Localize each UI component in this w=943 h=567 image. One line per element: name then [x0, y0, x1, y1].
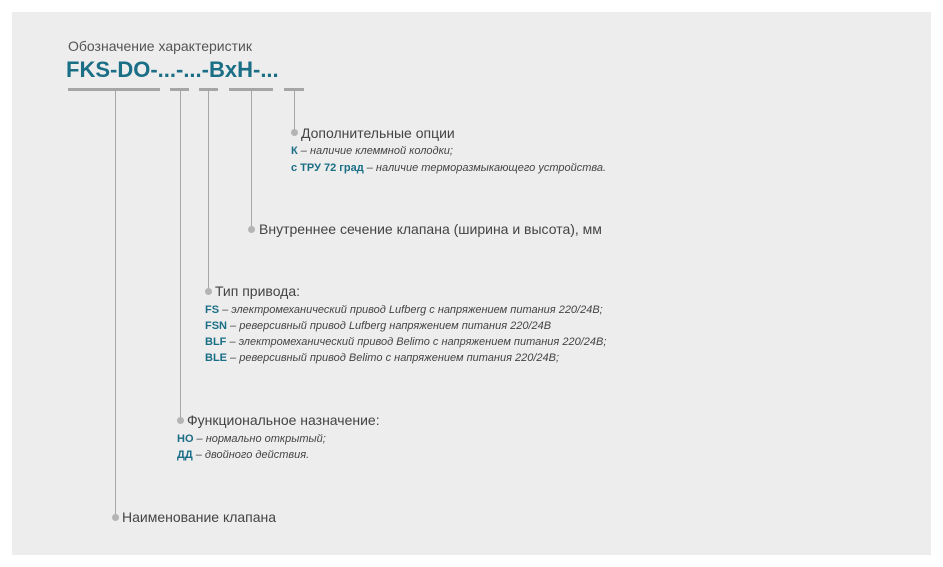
drive-item	[205, 352, 559, 364]
bullet-dot-options	[291, 129, 298, 136]
option-key: с ТРУ 72 град	[291, 162, 364, 174]
leader-line-options	[294, 91, 295, 133]
function-item	[177, 433, 326, 445]
drive-key: BLF	[205, 336, 227, 348]
leader-line-size	[251, 91, 252, 229]
drive-desc: – электромеханический привод Belimo с напряжением питания 220/24В;	[226, 336, 607, 348]
leader-line-name	[115, 91, 116, 517]
bullet-dot-function	[177, 417, 184, 424]
drive-desc: – электромеханический привод Lufberg с напряжением питания 220/24В;	[219, 304, 603, 316]
function-key: ДД	[177, 449, 193, 461]
drive-item	[205, 336, 606, 348]
leader-line-drive	[208, 91, 209, 291]
bullet-dot-name	[112, 514, 119, 521]
drive-key: FSN	[205, 320, 227, 332]
options-item	[291, 145, 453, 157]
leader-line-function	[180, 91, 181, 421]
designation-code: FKS-DO-...-...-BxH-...	[66, 57, 279, 82]
drive-item	[205, 320, 551, 332]
segment-underline-name	[68, 88, 160, 91]
function-key: НО	[177, 433, 194, 445]
option-desc: – наличие терморазмыкающего устройства.	[363, 162, 607, 174]
drive-heading: Тип привода:	[215, 283, 301, 299]
function-desc: – нормально открытый;	[193, 433, 326, 445]
function-item	[177, 449, 309, 461]
options-heading: Дополнительные опции	[301, 125, 455, 141]
option-key: К	[291, 145, 298, 157]
bullet-dot-drive	[205, 288, 212, 295]
bullet-dot-size	[248, 226, 255, 233]
drive-key: BLE	[205, 352, 227, 364]
function-heading: Функциональное назначение:	[187, 412, 380, 428]
diagram-panel	[12, 12, 931, 555]
function-desc: – двойного действия.	[192, 449, 310, 461]
diagram-subtitle: Обозначение характеристик	[68, 38, 252, 54]
option-desc: – наличие клеммной колодки;	[297, 145, 453, 157]
name-heading: Наименование клапана	[122, 509, 277, 525]
drive-key: FS	[205, 304, 220, 316]
drive-desc: – реверсивный привод Belimo с напряжением питания 220/24В;	[227, 352, 560, 364]
drive-desc: – реверсивный привод Lufberg напряжением питания 220/24В	[227, 320, 552, 332]
size-heading: Внутреннее сечение клапана (ширина и высота), мм	[259, 221, 602, 237]
options-item	[291, 162, 606, 174]
drive-item	[205, 304, 603, 316]
